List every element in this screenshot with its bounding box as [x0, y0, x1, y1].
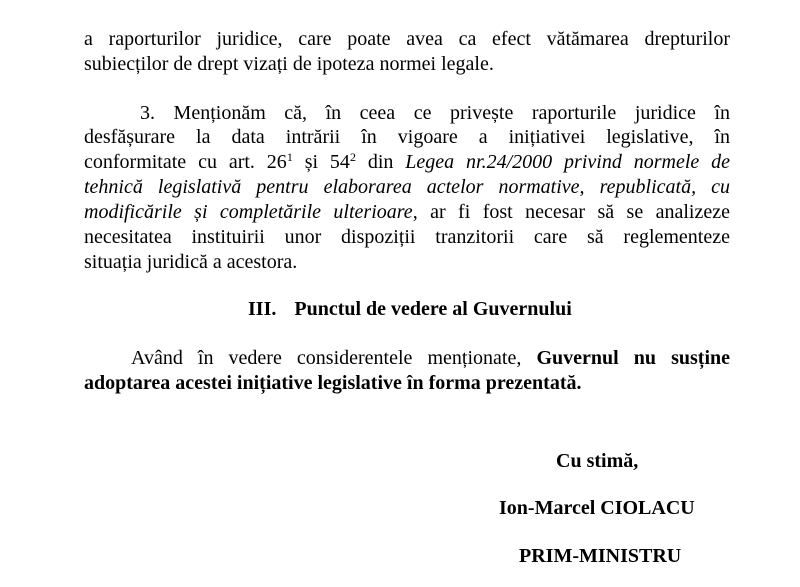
section-number: III.: [248, 298, 277, 320]
text-line: 3. Menționăm că, în ceea ce privește raporturile juridice în: [140, 102, 730, 124]
superscript: 2: [349, 150, 356, 164]
text-segment: și 54: [292, 151, 350, 173]
text-segment: conformitate cu art. 26: [84, 151, 287, 173]
text-line: desfășurare la data intrării în vigoare a inițiativei legislative, în: [84, 126, 730, 148]
text-line: a raporturilor juridice, care poate avea ca efect vătămarea drepturilor: [84, 28, 730, 50]
superscript: 1: [286, 150, 293, 164]
greeting: Cu stimă,: [556, 450, 639, 472]
text-line: [131, 346, 730, 370]
government-position-line: adoptarea acestei inițiative legislative în forma prezentată.: [84, 372, 582, 394]
text-line: necesitatea instituirii unor dispoziții tranzitorii care să reglementeze: [84, 226, 730, 248]
text-segment: din: [355, 151, 406, 173]
section-title: Punctul de vedere al Guvernului: [294, 298, 572, 320]
text-line: [84, 150, 730, 174]
text-segment: Având în vedere considerentele menționate,: [131, 347, 537, 369]
law-reference-line: tehnică legislativă pentru elaborarea actelor normative, republicată, cu: [84, 176, 730, 198]
text-line: [84, 200, 730, 224]
law-reference: modificările și completările ulterioare: [84, 201, 413, 223]
law-reference: Legea nr.24/2000 privind normele de: [405, 151, 731, 173]
section-heading: [248, 297, 572, 321]
text-line: situația juridică a acestora.: [84, 251, 298, 273]
signatory-title: PRIM-MINISTRU: [519, 545, 682, 567]
government-position: Guvernul nu susține: [536, 347, 731, 369]
text-line: subiecților de drept vizați de ipoteza normei legale.: [84, 53, 494, 75]
text-segment: , ar fi fost necesar să se analizeze: [412, 201, 730, 223]
signatory-name: Ion-Marcel CIOLACU: [499, 497, 695, 519]
